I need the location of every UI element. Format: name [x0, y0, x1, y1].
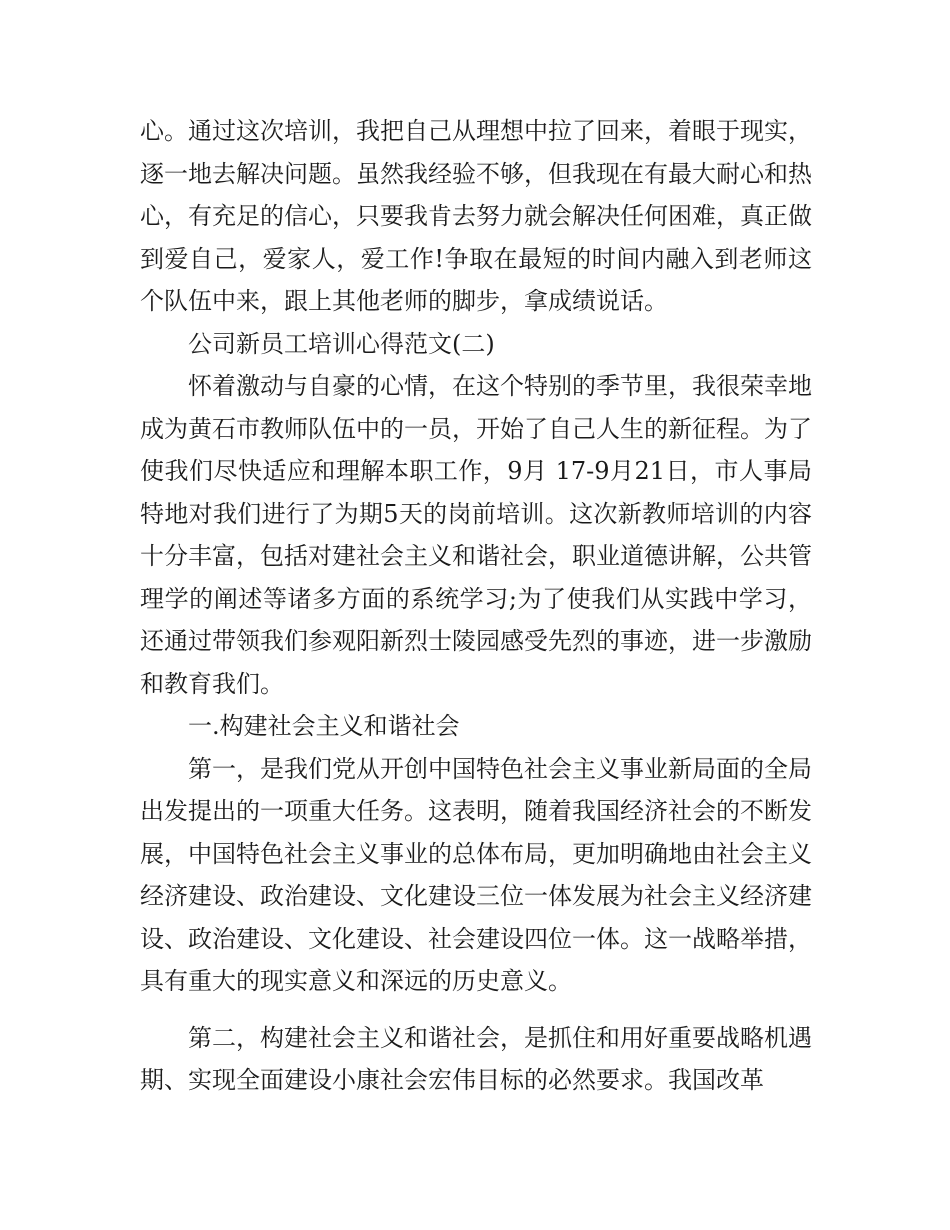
subsection-heading: 一.构建社会主义和谐社会	[188, 712, 460, 740]
document-page	[140, 110, 812, 1102]
section-title: 公司新员工培训心得范文(二)	[188, 329, 495, 358]
paragraph-point-two: 第二，构建社会主义和谐社会，是抓住和用好重要战略机遇期、实现全面建设小康社会宏伟目标的必然要求。我国改革	[140, 1023, 812, 1094]
paragraph-intro: 怀着激动与自豪的心情，在这个特别的季节里，我很荣幸地成为黄石市教师队伍中的一员，开始了自己人生的新征程。为了使我们尽快适应和理解本职工作，9月 17-9月21日，市人事局特地对我们进行了为期5天的岗前培训。这次新教师培训的内容十分丰富，包括对建社会主义和谐社会，职业道德讲解，公共管理学的阐述等诸多方面的系统学习;为了使我们从实践中学习，还通过带领我们参观阳新烈士陵园感受先烈的事迹，进一步激励和教育我们。	[140, 372, 812, 698]
paragraph-point-one: 第一，是我们党从开创中国特色社会主义事业新局面的全局出发提出的一项重大任务。这表明，随着我国经济社会的不断发展，中国特色社会主义事业的总体布局，更加明确地由社会主义经济建设、政治建设、文化建设三位一体发展为社会主义经济建设、政治建设、文化建设、社会建设四位一体。这一战略举措，具有重大的现实意义和深远的历史意义。	[140, 754, 812, 995]
paragraph-continuation: 心。通过这次培训，我把自己从理想中拉了回来，着眼于现实，逐一地去解决问题。虽然我经验不够，但我现在有最大耐心和热心，有充足的信心，只要我肯去努力就会解决任何困难，真正做到爱自己，爱家人，爱工作!争取在最短的时间内融入到老师这个队伍中来，跟上其他老师的脚步，拿成绩说话。	[140, 117, 812, 315]
